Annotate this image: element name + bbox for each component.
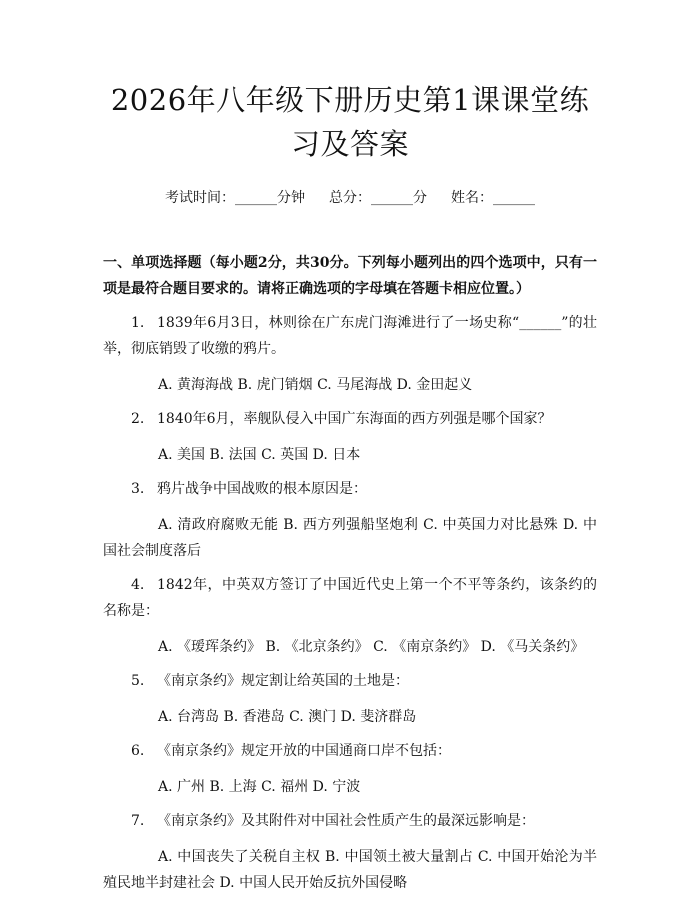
student-name-field: 姓名：______ — [451, 190, 535, 206]
exam-info — [103, 188, 597, 208]
question-text: 《南京条约》规定开放的中国通商口岸不包括： — [157, 743, 451, 759]
total-score-field: 总分：______分 — [329, 190, 427, 206]
question-stem — [103, 572, 597, 624]
question-options: A. 清政府腐败无能 B. 西方列强船坚炮利 C. 中英国力对比悬殊 D. 中国社会制度落后 — [103, 517, 597, 559]
question-stem — [103, 476, 597, 502]
question-list — [103, 310, 597, 896]
exam-time-field: 考试时间：______分钟 — [165, 190, 305, 206]
question-text: 1839年6月3日，林则徐在广东虎门海滩进行了一场史称“______”的壮举，彻底销毁了收缴的鸦片。 — [103, 315, 597, 357]
question-stem — [103, 738, 597, 764]
question-text: 1842年，中英双方签订了中国近代史上第一个不平等条约，该条约的名称是： — [103, 577, 597, 619]
section-heading: 一、单项选择题（每小题2分，共30分。下列每小题列出的四个选项中，只有一项是最符合题目要求的。请将正确选项的字母填在答题卡相应位置。） — [103, 255, 597, 297]
question-number: 6. — [131, 743, 145, 759]
question-stem — [103, 668, 597, 694]
question-text: 鸦片战争中国战败的根本原因是： — [157, 481, 367, 497]
question-number: 3. — [131, 481, 145, 497]
question-stem — [103, 808, 597, 834]
question-text: 1840年6月，率舰队侵入中国广东海面的西方列强是哪个国家？ — [157, 411, 552, 427]
question-options: A. 中国丧失了关税自主权 B. 中国领土被大量割占 C. 中国开始沦为半殖民地半封建社会 D. 中国人民开始反抗外国侵略 — [103, 849, 597, 891]
question-text: 《南京条约》规定割让给英国的土地是： — [157, 673, 409, 689]
question-options: A. 美国 B. 法国 C. 英国 D. 日本 — [158, 447, 361, 463]
question-number: 4. — [131, 577, 145, 593]
document-title: 2026年八年级下册历史第1课课堂练习及答案 — [110, 83, 590, 161]
question-stem — [103, 406, 597, 432]
question-text: 《南京条约》及其附件对中国社会性质产生的最深远影响是： — [157, 813, 535, 829]
question-number: 1. — [131, 315, 145, 331]
question-options: A. 广州 B. 上海 C. 福州 D. 宁波 — [158, 779, 361, 795]
question-options: A. 台湾岛 B. 香港岛 C. 澳门 D. 斐济群岛 — [158, 709, 417, 725]
question-stem — [103, 310, 597, 362]
question-options: A. 黄海海战 B. 虎门销烟 C. 马尾海战 D. 金田起义 — [158, 377, 473, 393]
question-number: 7. — [131, 813, 145, 829]
question-options: A. 《瑷珲条约》 B. 《北京条约》 C. 《南京条约》 D. 《马关条约》 — [158, 639, 585, 655]
question-number: 5. — [131, 673, 145, 689]
question-number: 2. — [131, 411, 145, 427]
